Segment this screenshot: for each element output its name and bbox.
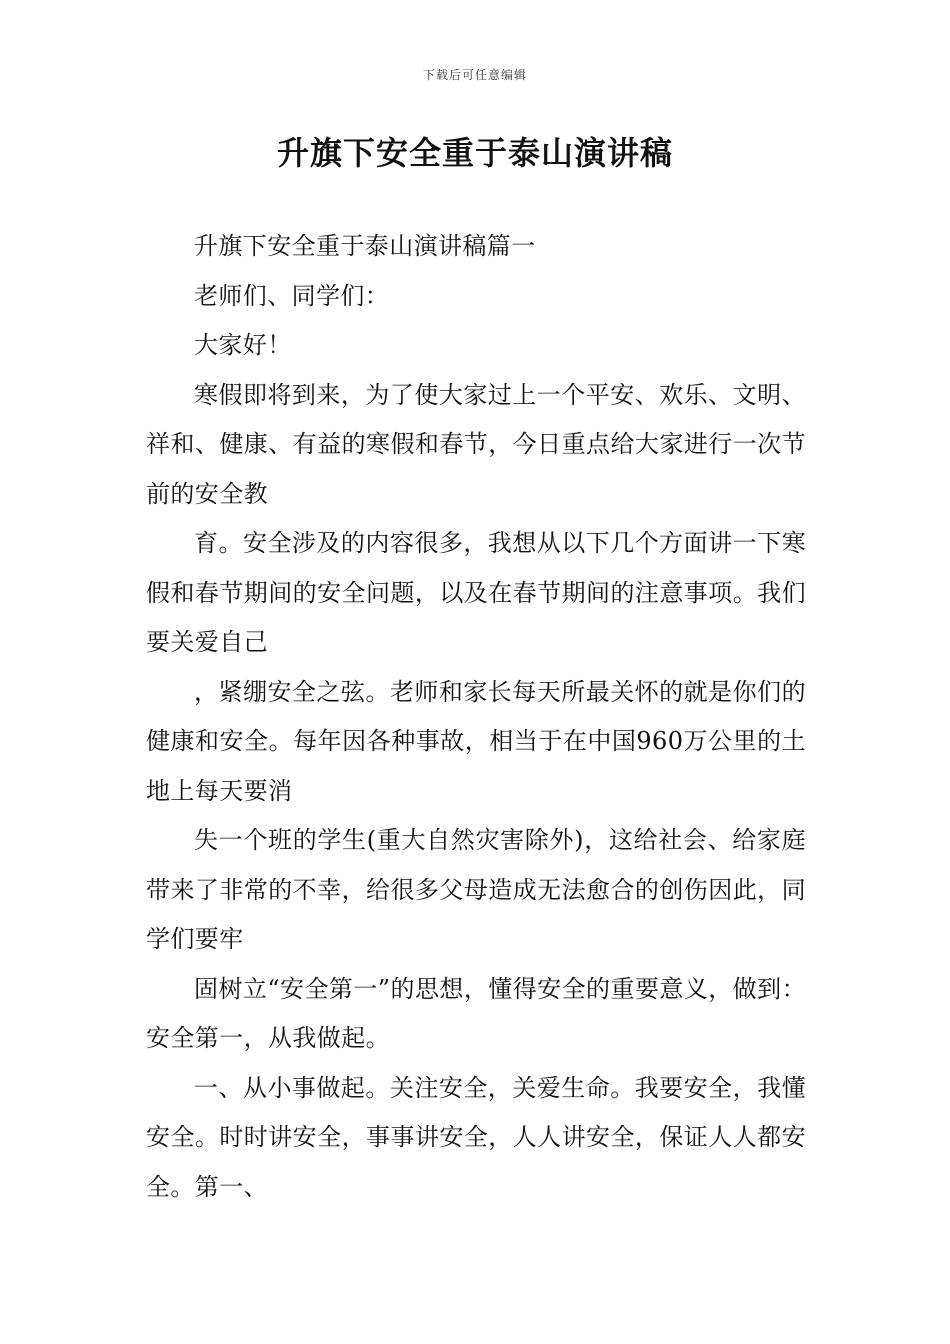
document-title: 升旗下安全重于泰山演讲稿 <box>276 134 673 172</box>
paragraph: 育。安全涉及的内容很多，我想从以下几个方面讲一下寒假和春节期间的安全问题，以及在春节期间的注意事项。我们要关爱自己 <box>146 529 806 656</box>
document-body <box>146 222 806 1212</box>
paragraph-subtitle: 升旗下安全重于泰山演讲稿篇一 <box>194 232 536 260</box>
paragraph-salutation: 老师们、同学们： <box>194 281 390 310</box>
paragraph-greeting: 大家好！ <box>194 331 292 359</box>
paragraph: 寒假即将到来，为了使大家过上一个平安、欢乐、文明、祥和、健康、有益的寒假和春节，今日重点给大家进行一次节前的安全教 <box>146 380 806 508</box>
paragraph: 失一个班的学生(重大自然灾害除外)，这给社会、给家庭带来了非常的不幸，给很多父母造成无法愈合的创伤因此，同学们要牢 <box>146 826 806 953</box>
paragraph: 一、从小事做起。关注安全，关爱生命。我要安全，我懂安全。时时讲安全，事事讲安全，人人讲安全，保证人人都安全。第一、 <box>146 1073 806 1201</box>
header-note: 下载后可任意编辑 <box>422 68 527 82</box>
paragraph: ，紧绷安全之弦。老师和家长每天所最关怀的就是你们的健康和安全。每年因各种事故，相当于在中国960万公里的土地上每天要消 <box>146 677 806 805</box>
paragraph: 固树立“安全第一”的思想，懂得安全的重要意义，做到：安全第一，从我做起。 <box>146 974 806 1052</box>
